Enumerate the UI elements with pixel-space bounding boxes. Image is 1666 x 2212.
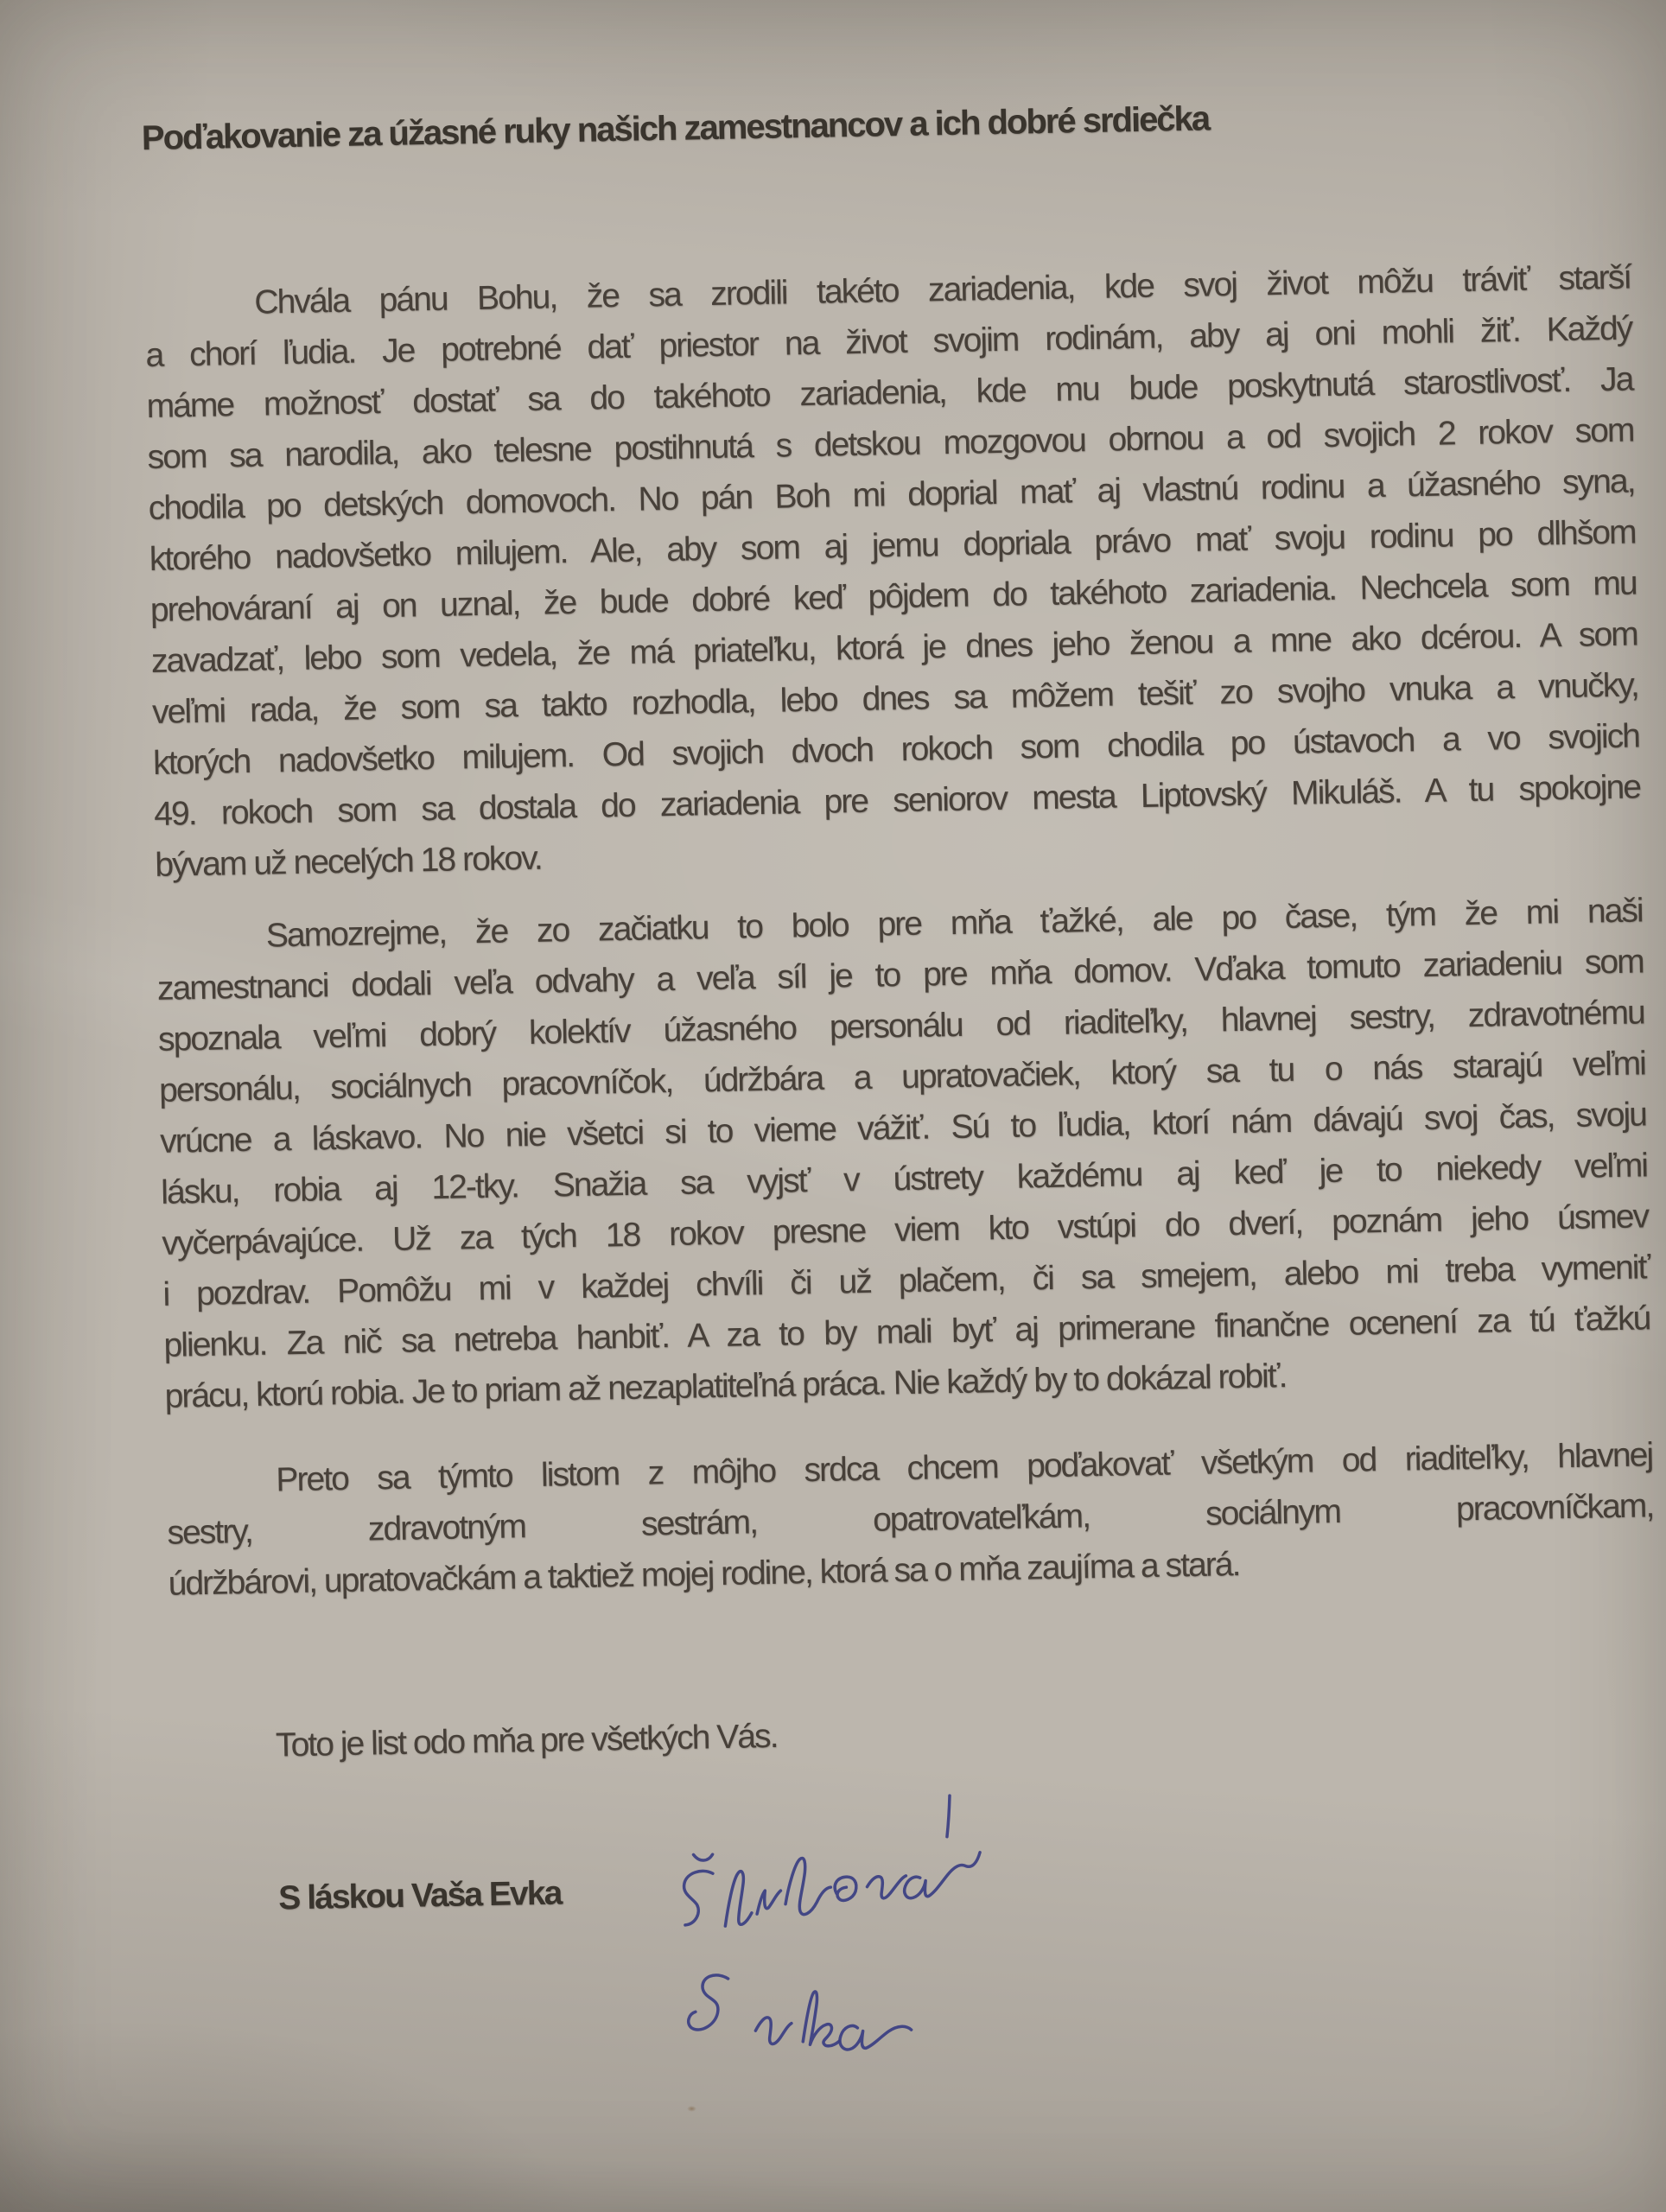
paragraph-2 <box>156 885 1651 1421</box>
text-line: lásku, robia aj 12-tky. Snažia sa vyjsť v ústrety každému aj keď je to niekedy veľmi <box>160 1147 1648 1211</box>
paragraph-3 <box>166 1429 1655 1609</box>
text-line: Chvála pánu Bohu, že sa zrodili takéto zariadenia, kde svoj život môžu tráviť starší <box>254 258 1631 321</box>
text-line: chodila po detských domovoch. No pán Boh mi doprial mať aj vlastnú rodinu a úžasného syna, <box>148 462 1635 527</box>
text-line: ktorého nadovšetko milujem. Ale, aby som aj jemu dopriala právo mať svoju rodinu po dlhšom <box>149 513 1636 578</box>
text-line: vrúcne a láskavo. No nie všetci si to vieme vážiť. Sú to ľudia, ktorí nám dávajú svoj čas, svoju <box>159 1096 1647 1160</box>
text-line: sestry, zdravotným sestrám, opatrovateľkám, sociálnym pracovníčkam, <box>167 1487 1654 1552</box>
paragraph-1 <box>144 252 1642 891</box>
signature-firstname-text <box>0 0 1 1</box>
letter-content <box>139 0 1666 2212</box>
text-line: veľmi rada, že som sa takto rozhodla, lebo dnes sa môžem tešiť zo svojho vnuka a vnučky, <box>151 666 1639 731</box>
text-line: som sa narodila, ako telesne postihnutá s detskou mozgovou obrnou a od svojich 2 rokov som <box>147 411 1634 477</box>
paper-speck <box>687 2106 696 2112</box>
text-line: bývam už necelých 18 rokov. <box>154 839 543 884</box>
text-line: máme možnosť dostať sa do takéhoto zariadenia, kde mu bude poskytnutá starostlivosť. Ja <box>146 360 1633 426</box>
text-line: zamestnanci dodali veľa odvahy a veľa síl je to pre mňa domov. Vďaka tomuto zariadeniu som <box>156 943 1644 1007</box>
text-line: prácu, ktorú robia. Je to priam až nezaplatiteľná práca. Nie každý by to dokázal robiť. <box>164 1357 1287 1415</box>
signature-surname-text <box>0 0 1 1</box>
text-line: prehováraní aj on uznal, že bude dobré keď pôjdem do takéhoto zariadenia. Nechcela som mu <box>149 564 1637 629</box>
letter-title: Poďakovanie za úžasné ruky našich zamestnancov a ich dobré srdiečka <box>141 99 1210 158</box>
text-line: ktorých nadovšetko milujem. Od svojich dvoch rokoch som chodila po ústavoch a vo svojich <box>152 717 1640 782</box>
text-line: vyčerpávajúce. Už za tých 18 rokov presne viem kto vstúpi do dverí, poznám jeho úsmev <box>161 1198 1649 1262</box>
text-line: plienku. Za nič sa netreba hanbiť. A za to by mali byť aj primerane finančne ocenení za tú ťažkú <box>163 1300 1650 1364</box>
text-line: 49. rokoch som sa dostala do zariadenia pre seniorov mesta Liptovský Mikuláš. A tu spokojne <box>153 768 1641 833</box>
text-line: personálu, sociálnych pracovníčok, údržbára a upratovačiek, ktorý sa tu o nás starajú veľmi <box>158 1045 1646 1109</box>
closing-line: Toto je list odo mňa pre všetkých Vás. <box>275 1717 778 1764</box>
text-line: údržbárovi, upratovačkám a taktiež mojej rodine, ktorá sa o mňa zaujíma a stará. <box>168 1546 1240 1603</box>
text-line: i pozdrav. Pomôžu mi v každej chvíli či už plačem, či sa smejem, alebo mi treba vymeniť <box>162 1249 1650 1313</box>
text-line: Samozrejme, že zo začiatku to bolo pre mňa ťažké, ale po čase, tým že mi naši <box>265 892 1644 955</box>
text-line: a chorí ľudia. Je potrebné dať priestor na život svojim rodinám, aby aj oni mohli žiť. Každý <box>145 309 1632 375</box>
signoff-text: S láskou Vaša Evka <box>277 1874 562 1917</box>
text-line: Preto sa týmto listom z môjho srdca chcem poďakovať všetkým od riaditeľky, hlavnej <box>276 1436 1653 1499</box>
text-line: spoznala veľmi dobrý kolektív úžasného personálu od riaditeľky, hlavnej sestry, zdravotnému <box>157 994 1645 1058</box>
text-line: zavadzať, lebo som vedela, že má priateľku, ktorá je dnes jeho ženou a mne ako dcérou. A som <box>150 615 1638 680</box>
